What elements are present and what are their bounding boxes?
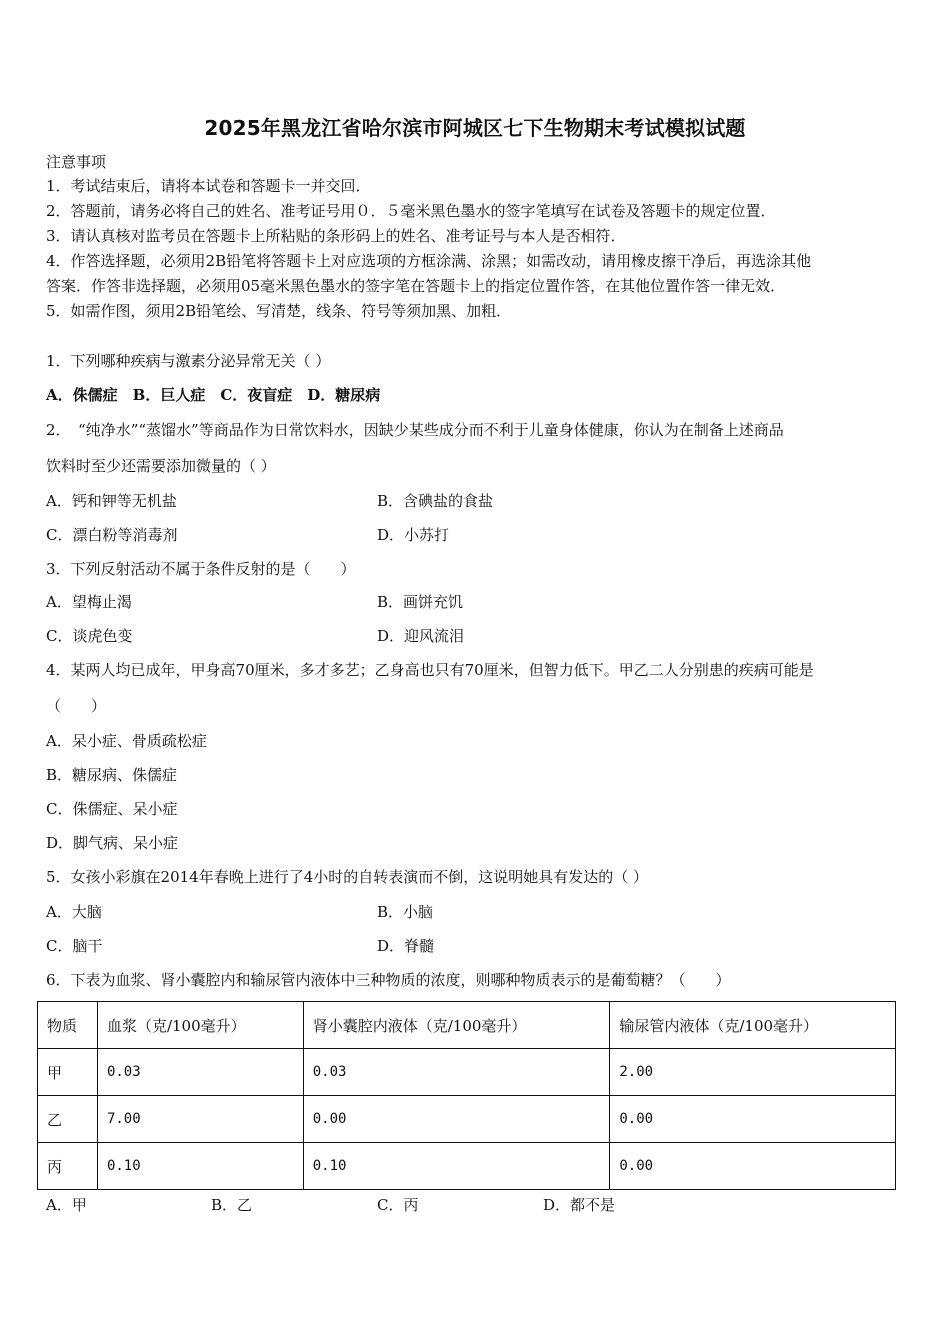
question-6-option-d: D．都不是 [543, 1196, 616, 1214]
question-3-option-d: D．迎风流泪 [377, 627, 465, 645]
notice-item: 1．考试结束后，请将本试卷和答题卡一并交回． [46, 177, 371, 195]
question-6-option-c: C．丙 [377, 1196, 419, 1214]
question-4-option-d: D．脚气病、呆小症 [46, 834, 179, 852]
concentration-table [37, 1001, 896, 1190]
question-2-stem-cont: 饮料时至少还需要添加微量的（ ） [46, 457, 276, 475]
question-3-option-b: B．画饼充饥 [377, 593, 464, 611]
question-3-option-c: C．谈虎色变 [46, 627, 133, 645]
page-title: 2025年黑龙江省哈尔滨市阿城区七下生物期末考试模拟试题 [204, 116, 746, 140]
question-2-option-c: C．漂白粉等消毒剂 [46, 526, 178, 544]
question-1-stem: 1．下列哪种疾病与激素分泌异常无关（ ） [46, 352, 331, 370]
table-row [38, 1096, 896, 1143]
table-cell: 2.00 [610, 1049, 896, 1096]
table-row [38, 1049, 896, 1096]
table-row [38, 1143, 896, 1190]
notice-item: 3．请认真核对监考员在答题卡上所粘贴的条形码上的姓名、准考证号与本人是否相符． [46, 227, 626, 245]
table-cell: 乙 [38, 1096, 98, 1143]
question-5-option-b: B．小脑 [377, 903, 434, 921]
table-header-cell: 血浆（克/100毫升） [97, 1002, 303, 1049]
question-4-option-c: C．侏儒症、呆小症 [46, 800, 178, 818]
notice-item: 5．如需作图，须用2B铅笔绘、写清楚，线条、符号等须加黑、加粗． [46, 302, 512, 320]
table-cell: 0.03 [97, 1049, 303, 1096]
question-6-option-b: B．乙 [211, 1196, 253, 1214]
question-2-option-d: D．小苏打 [377, 526, 450, 544]
question-5-option-d: D．脊髓 [377, 937, 435, 955]
question-4-stem: 4．某两人均已成年，甲身高70厘米，多才多艺；乙身高也只有70厘米，但智力低下。甲乙二人分别患的疾病可能是 [46, 661, 814, 679]
table-cell: 0.10 [97, 1143, 303, 1190]
question-1-options: A．侏儒症 B．巨人症 C．夜盲症 D．糖尿病 [46, 386, 381, 404]
notice-item: 2．答题前，请务必将自己的姓名、准考证号用０．５毫米黑色墨水的签字笔填写在试卷及答题卡的规定位置． [46, 202, 776, 220]
table-header-cell: 输尿管内液体（克/100毫升） [610, 1002, 896, 1049]
question-2-stem: 2． “纯净水”“蒸馏水”等商品作为日常饮料水，因缺少某些成分而不利于儿童身体健康，你认为在制备上述商品 [46, 421, 784, 439]
notice-heading: 注意事项 [46, 153, 107, 171]
table-header-cell: 物质 [38, 1002, 98, 1049]
notice-item: 答案．作答非选择题，必须用05毫米黑色墨水的签字笔在答题卡上的指定位置作答，在其他位置作答一律无效． [46, 277, 786, 295]
question-2-option-a: A．钙和钾等无机盐 [46, 492, 177, 510]
table-cell: 甲 [38, 1049, 98, 1096]
table-cell: 0.00 [610, 1143, 896, 1190]
table-cell: 0.00 [303, 1096, 610, 1143]
notice-item: 4．作答选择题，必须用2B铅笔将答题卡上对应选项的方框涂满、涂黑；如需改动，请用橡皮擦干净后，再选涂其他 [46, 252, 812, 270]
question-5-option-c: C．脑干 [46, 937, 103, 955]
question-3-option-a: A．望梅止渴 [46, 593, 132, 611]
question-6-option-a: A．甲 [46, 1196, 87, 1214]
table-cell: 0.03 [303, 1049, 610, 1096]
table-cell: 丙 [38, 1143, 98, 1190]
question-5-stem: 5．女孩小彩旗在2014年春晚上进行了4小时的自转表演而不倒，这说明她具有发达的（ ） [46, 868, 649, 886]
table-header-row [38, 1002, 896, 1049]
question-5-option-a: A．大脑 [46, 903, 102, 921]
question-6-stem: 6．下表为血浆、肾小囊腔内和输尿管内液体中三种物质的浓度，则哪种物质表示的是葡萄糖？（ ） [46, 971, 731, 989]
table-cell: 0.00 [610, 1096, 896, 1143]
question-4-stem-cont: （ ） [46, 697, 107, 715]
question-4-option-a: A．呆小症、骨质疏松症 [46, 732, 207, 750]
question-3-stem: 3．下列反射活动不属于条件反射的是（ ） [46, 560, 356, 578]
table-cell: 7.00 [97, 1096, 303, 1143]
table-cell: 0.10 [303, 1143, 610, 1190]
question-4-option-b: B．糖尿病、侏儒症 [46, 766, 178, 784]
question-2-option-b: B．含碘盐的食盐 [377, 492, 494, 510]
table-header-cell: 肾小囊腔内液体（克/100毫升） [303, 1002, 610, 1049]
